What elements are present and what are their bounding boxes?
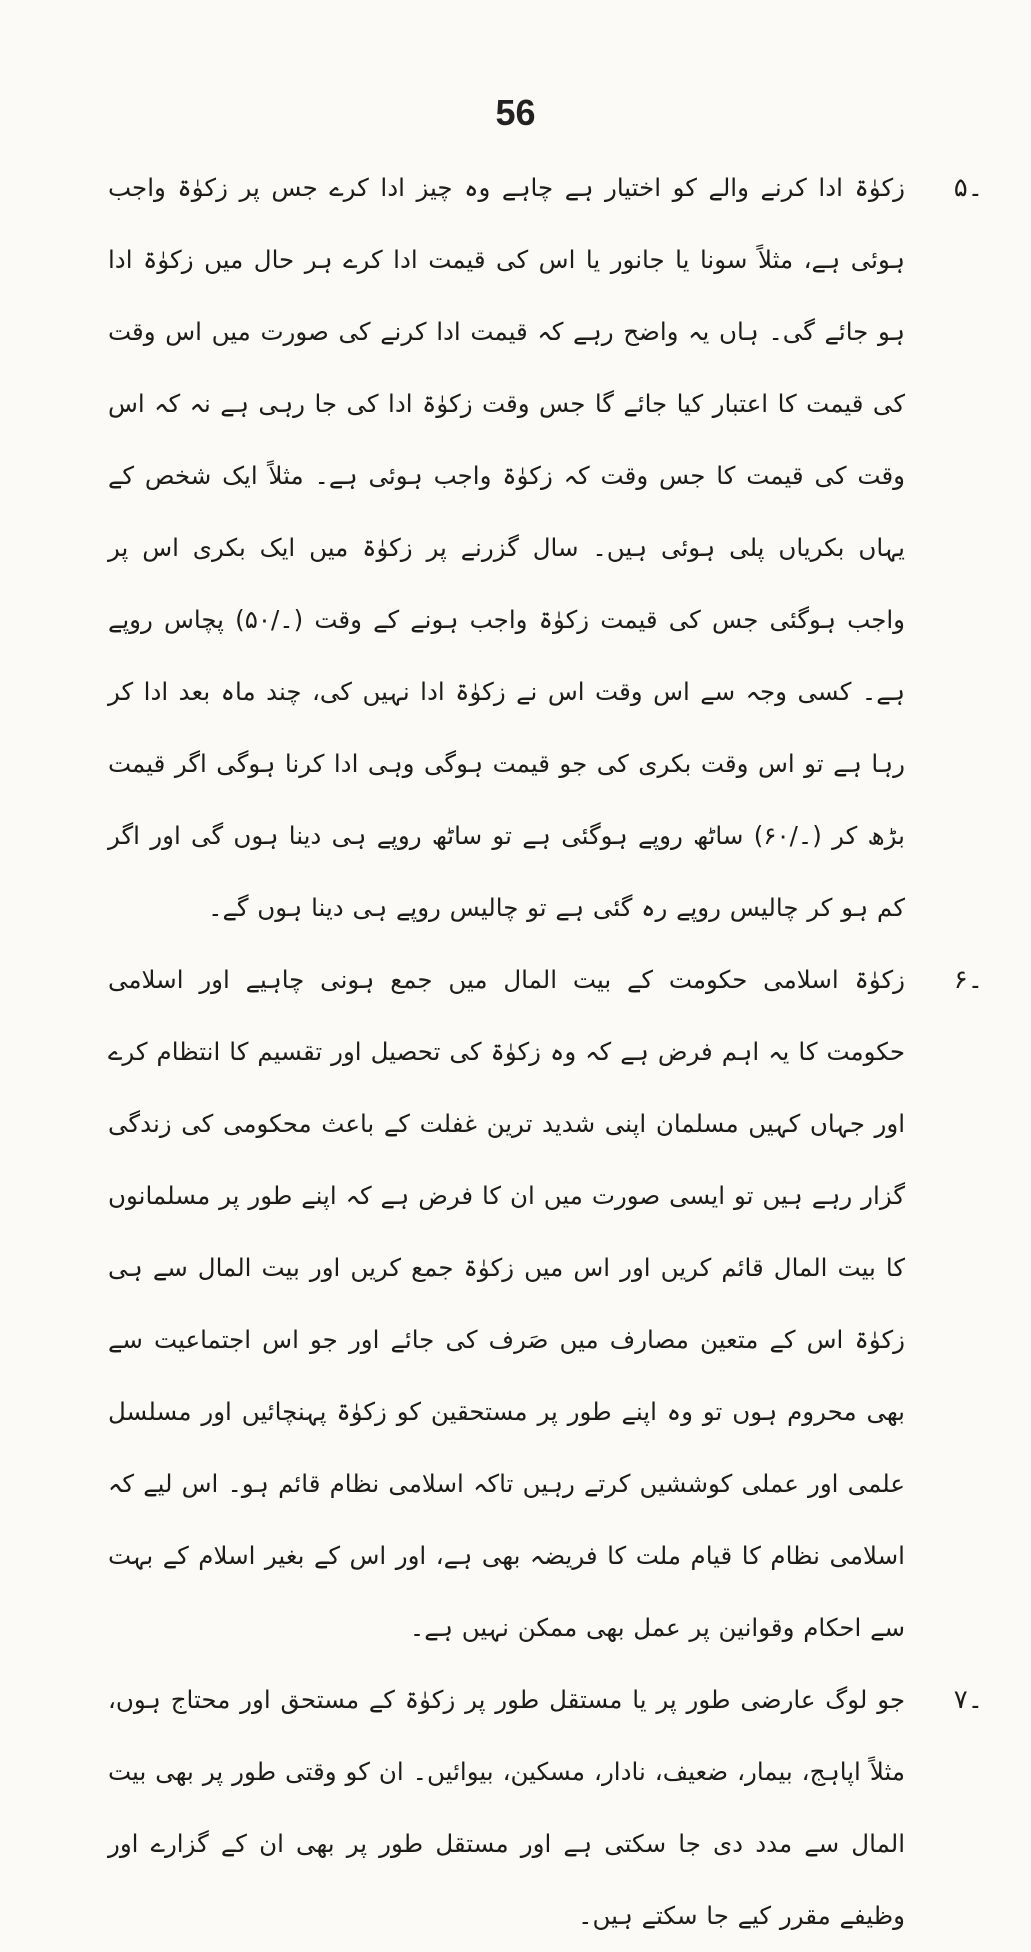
item-number: ۵۔	[953, 173, 983, 203]
list-item-5	[108, 152, 983, 944]
item-paragraph: زکوٰۃ ادا کرنے والے کو اختیار ہے چاہے وہ چیز ادا کرے جس پر زکوٰۃ واجب ہوئی ہے، مثلاً سونا یا جانور یا اس کی قیمت ادا کرے ہر حال میں زکوٰۃ ادا ہو جائے گی۔ ہاں یہ واضح رہے کہ قیمت ادا کرنے کی صورت میں اس وقت کی قیمت کا اعتبار کیا جائے گا جس وقت زکوٰۃ ادا کی جا رہی ہے نہ کہ اس وقت کی قیمت کا جس وقت کہ زکوٰۃ واجب ہوئی ہے۔ مثلاً ایک شخص کے یہاں بکریاں پلی ہوئی ہیں۔ سال گزرنے پر زکوٰۃ میں ایک بکری اس پر واجب ہوگئی جس کی قیمت زکوٰۃ واجب ہونے کے وقت (۔/۵۰) پچاس روپے ہے۔ کسی وجہ سے اس وقت اس نے زکوٰۃ ادا نہیں کی، چند ماہ بعد ادا کر رہا ہے تو اس وقت بکری کی جو قیمت ہوگی وہی ادا کرنا ہوگی اگر قیمت بڑھ کر (۔/۶۰) ساٹھ روپے ہوگئی ہے تو ساٹھ روپے ہی دینا ہوں گی اور اگر کم ہو کر چالیس روپے رہ گئی ہے تو چالیس روپے ہی دینا ہوں گے۔	[108, 173, 906, 922]
page-number: 56	[495, 92, 536, 133]
item-number: ۷۔	[953, 1685, 983, 1715]
item-paragraph: جو لوگ عارضی طور پر یا مستقل طور پر زکوٰۃ کے مستحق اور محتاج ہوں، مثلاً اپاہج، بیمار، ضعیف، نادار، مسکین، بیوائیں۔ ان کو وقتی طور پر بھی بیت المال سے مدد دی جا سکتی ہے اور مستقل طور پر بھی ان کے گزارے اور وظیفے مقرر کیے جا سکتے ہیں۔	[108, 1685, 905, 1930]
item-number: ۶۔	[953, 965, 983, 995]
numbered-list	[108, 152, 983, 1952]
item-paragraph: زکوٰۃ اسلامی حکومت کے بیت المال میں جمع ہونی چاہیے اور اسلامی حکومت کا یہ اہم فرض ہے کہ وہ زکوٰۃ کی تحصیل اور تقسیم کا انتظام کرے اور جہاں کہیں مسلمان اپنی شدید ترین غفلت کے باعث محکومی کی زندگی گزار رہے ہیں تو ایسی صورت میں ان کا فرض ہے کہ اپنے طور پر مسلمانوں کا بیت المال قائم کریں اور اس میں زکوٰۃ جمع کریں اور بیت المال سے ہی زکوٰۃ اس کے متعین مصارف میں صَرف کی جائے اور جو اس اجتماعیت سے بھی محروم ہوں تو وہ اپنے طور پر مستحقین کو زکوٰۃ پہنچائیں اور مسلسل علمی اور عملی کوششیں کرتے رہیں تاکہ اسلامی نظام قائم ہو۔ اس لیے کہ اسلامی نظام کا قیام ملت کا فریضہ بھی ہے، اور اس کے بغیر اسلام کے بہت سے احکام وقوانین پر عمل بھی ممکن نہیں ہے۔	[108, 965, 905, 1642]
list-item-6	[108, 944, 983, 1664]
list-item-7	[108, 1664, 983, 1952]
